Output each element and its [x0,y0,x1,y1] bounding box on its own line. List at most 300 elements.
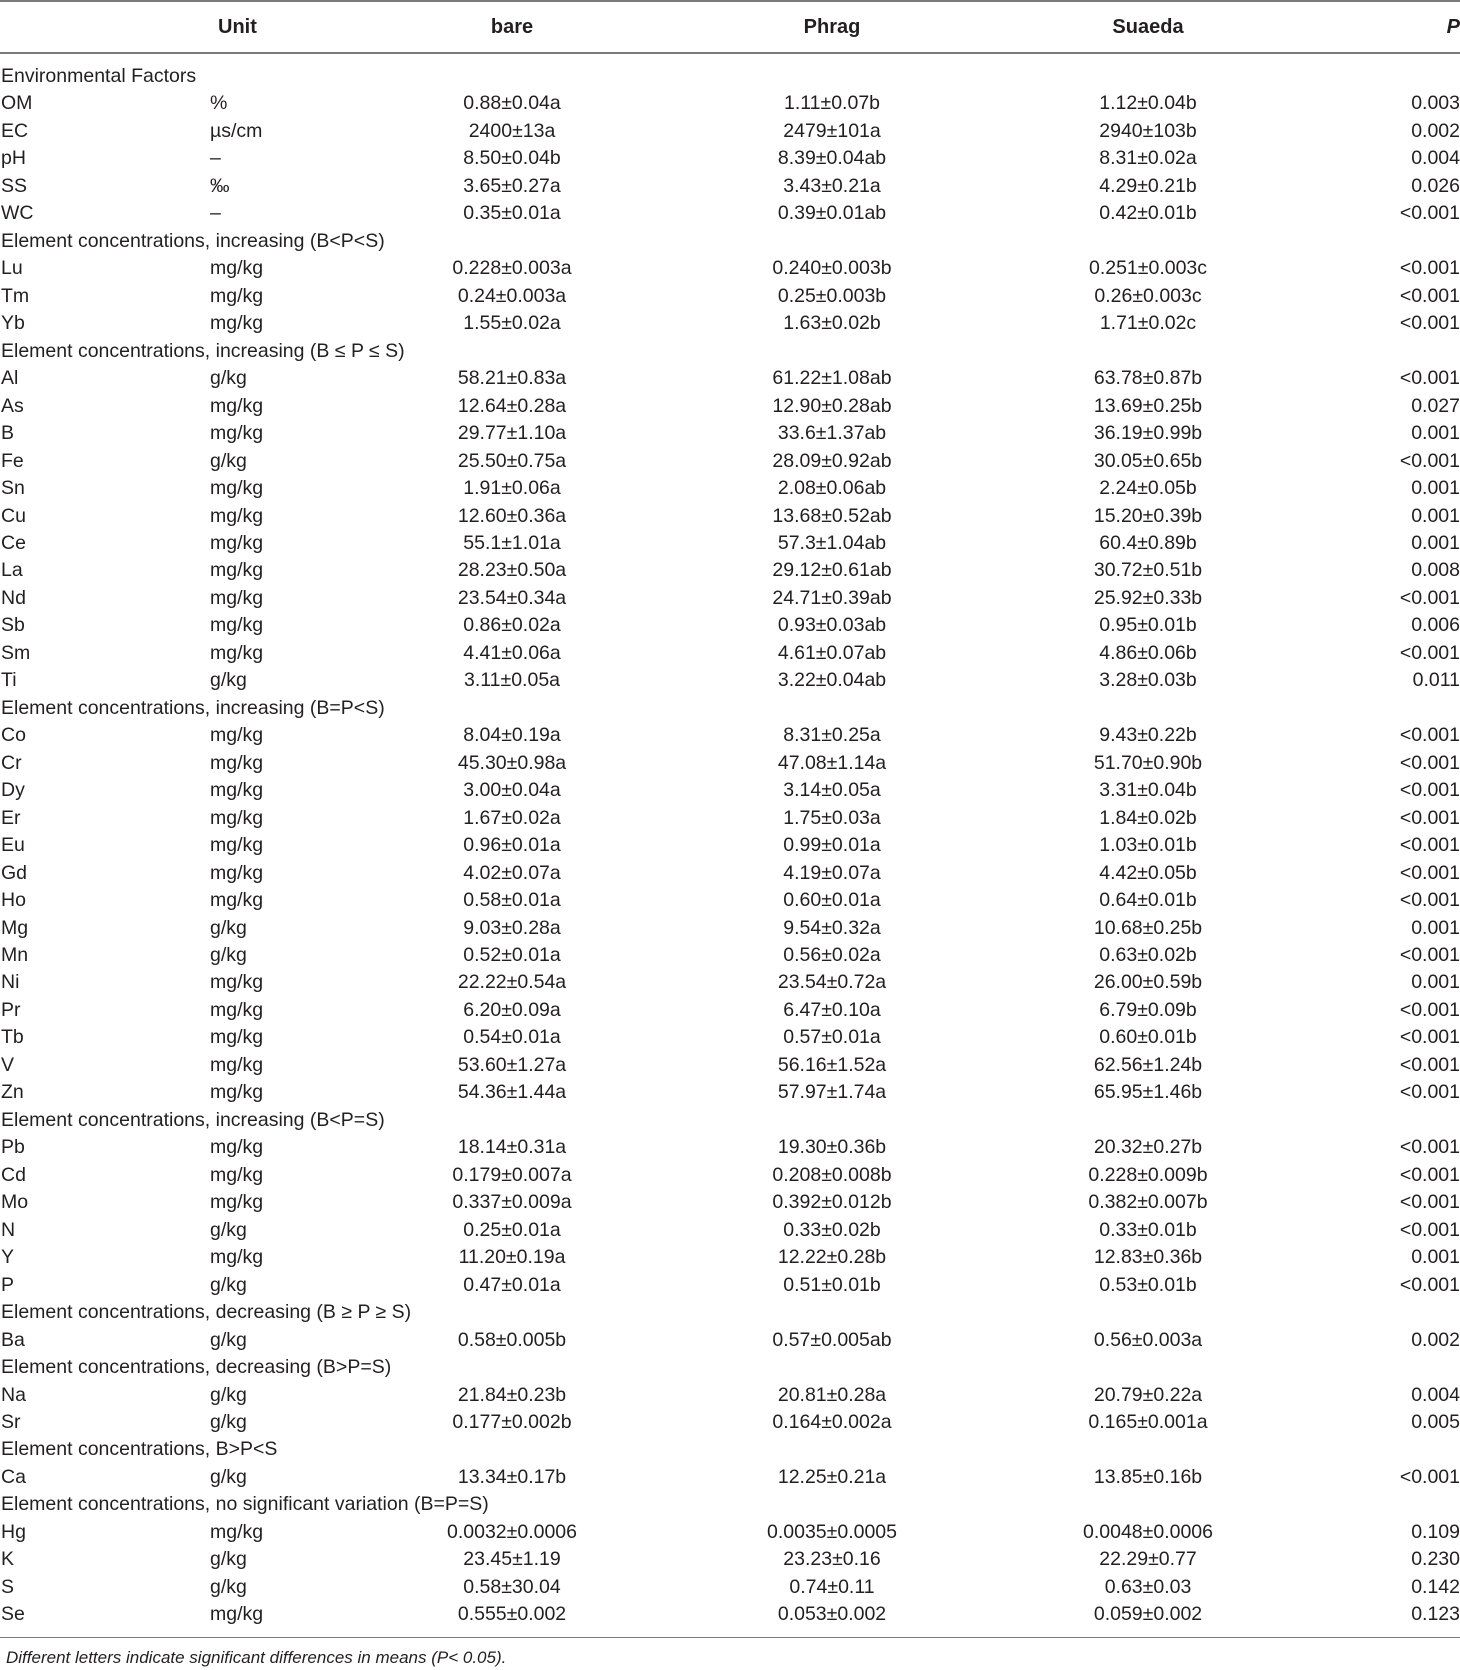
cell-unit: g/kg [210,944,247,966]
cell-bare-value: 0.177±0.002b [452,1410,572,1433]
cell-bare-value: 6.20±0.09a [463,998,561,1021]
cell-phrag-value: 23.54±0.72a [777,971,887,994]
table-row [0,915,1460,942]
cell-p: 0.001 [1411,504,1460,527]
cell-phrag-value: 1.11±0.07b [784,92,881,115]
cell-suaeda-value: 0.251±0.003c [1088,257,1208,280]
cell-unit: mg/kg [210,312,264,335]
table-row [0,750,1460,777]
cell-element: La [1,559,23,582]
cell-unit: mg/kg [210,1136,264,1159]
table-row [0,1464,1460,1491]
cell-element: Mg [1,916,29,939]
cell-element: Ni [1,971,20,994]
header-phrag-label: Phrag [803,16,861,38]
cell-bare-value: 4.02±0.07a [463,861,561,884]
cell-bare-value: 58.21±0.83a [457,367,567,390]
cell-phrag-value: 0.39±0.01ab [777,202,887,225]
table-row [0,1189,1460,1216]
cell-p: <0.001 [1399,944,1460,966]
table-row [0,969,1460,996]
table-row [0,255,1460,282]
section-label: Element concentrations, no significant variation (B=P=S) [1,1493,489,1516]
cell-phrag-value: 0.51±0.01b [783,1273,881,1296]
cell-phrag-value: 3.22±0.04ab [777,669,887,692]
section-label: Element concentrations, increasing (B ≤ P ≤ S) [1,339,405,362]
cell-p: 0.001 [1411,971,1460,994]
section-row [0,338,1460,365]
cell-p: <0.001 [1399,202,1460,225]
cell-unit: mg/kg [210,971,264,994]
cell-phrag-value: 3.14±0.05a [783,779,881,802]
cell-phrag-value: 61.22±1.08ab [772,367,892,390]
section-row [0,1107,1460,1134]
cell-p: 0.001 [1411,916,1460,939]
header-bare-label: bare [490,16,534,38]
cell-suaeda-value: 51.70±0.90b [1093,751,1203,774]
cell-unit: mg/kg [210,1163,264,1186]
table-row [0,1024,1460,1051]
section-row [0,1491,1460,1518]
cell-p: 0.001 [1411,1246,1460,1269]
cell-unit: mg/kg [210,614,264,637]
table-bottom-rule [0,1637,1460,1638]
cell-element: Co [1,724,26,747]
cell-bare-value: 12.64±0.28a [457,394,567,417]
cell-p: <0.001 [1399,806,1460,829]
section-row [0,695,1460,722]
cell-phrag-value: 19.30±0.36b [777,1136,887,1159]
cell-suaeda-value: 13.85±0.16b [1093,1465,1203,1488]
section-row [0,1436,1460,1463]
cell-phrag-value: 24.71±0.39ab [772,586,892,609]
table-row [0,805,1460,832]
cell-p: <0.001 [1399,889,1460,912]
cell-bare-value: 29.77±1.10a [457,422,567,445]
table-row [0,1272,1460,1299]
cell-unit: mg/kg [210,586,264,609]
cell-unit: µs/cm [210,119,263,142]
cell-element: Na [1,1383,26,1406]
cell-phrag-value: 33.6±1.37ab [777,422,887,445]
cell-p: <0.001 [1399,1191,1460,1214]
cell-bare-value: 0.58±0.01a [463,889,561,912]
cell-unit: mg/kg [210,641,264,664]
table-row [0,557,1460,584]
cell-bare-value: 1.67±0.02a [463,806,561,829]
cell-bare-value: 0.337±0.009a [452,1191,572,1214]
cell-element: N [1,1218,16,1241]
cell-element: Lu [1,257,23,280]
cell-element: S [1,1575,15,1598]
cell-bare-value: 0.35±0.01a [463,202,561,225]
cell-suaeda-value: 0.165±0.001a [1088,1410,1208,1433]
cell-suaeda-value: 0.42±0.01b [1099,202,1197,225]
cell-element: Eu [1,834,25,857]
cell-element: K [1,1548,15,1571]
cell-suaeda-value: 20.79±0.22a [1093,1383,1203,1406]
header-unit: Unit [218,16,257,38]
table-row [0,832,1460,859]
cell-suaeda-value: 30.72±0.51b [1093,559,1203,582]
cell-p: <0.001 [1399,284,1460,307]
cell-phrag-value: 28.09±0.92ab [772,449,892,472]
cell-unit: mg/kg [210,284,264,307]
table-row [0,1162,1460,1189]
cell-p: 0.230 [1411,1548,1460,1571]
cell-element: Tb [1,1026,24,1049]
table-header-row [0,0,1460,52]
cell-p: <0.001 [1399,449,1460,472]
cell-element: Ca [1,1465,26,1488]
cell-bare-value: 3.11±0.05a [464,669,561,692]
cell-element: Nd [1,586,26,609]
cell-phrag-value: 56.16±1.52a [777,1053,887,1076]
cell-unit: mg/kg [210,1191,264,1214]
cell-phrag-value: 0.164±0.002a [772,1410,892,1433]
cell-phrag-value: 0.60±0.01a [783,889,881,912]
section-label: Element concentrations, increasing (B<P<S) [1,229,385,252]
cell-p: 0.003 [1411,92,1460,115]
cell-p: 0.011 [1412,669,1460,692]
cell-suaeda-value: 0.63±0.02b [1099,944,1197,966]
cell-unit: mg/kg [210,889,264,912]
cell-phrag-value: 0.57±0.01a [783,1026,881,1049]
table-row [0,145,1460,172]
cell-suaeda-value: 0.059±0.002 [1093,1603,1203,1626]
cell-unit: g/kg [210,1218,247,1241]
cell-unit: mg/kg [210,504,264,527]
cell-phrag-value: 8.39±0.04ab [777,147,887,170]
cell-bare-value: 3.00±0.04a [463,779,561,802]
table-row [0,1052,1460,1079]
table-row [0,475,1460,502]
cell-p: 0.002 [1411,119,1460,142]
cell-p: 0.109 [1411,1520,1460,1543]
cell-element: Hg [1,1520,26,1543]
cell-element: Mn [1,944,29,966]
cell-suaeda-value: 26.00±0.59b [1093,971,1203,994]
cell-bare-value: 0.0032±0.0006 [447,1520,577,1543]
cell-bare-value: 9.03±0.28a [463,916,561,939]
cell-suaeda-value: 63.78±0.87b [1093,367,1203,390]
section-label: Environmental Factors [1,65,197,87]
cell-element: Y [1,1246,15,1269]
table-footnote: Different letters indicate significant differences in means (P< 0.05). [6,1648,507,1667]
table-row [0,1079,1460,1106]
cell-bare-value: 11.20±0.19a [458,1246,566,1269]
cell-element: As [1,394,24,417]
cell-bare-value: 0.96±0.01a [463,834,561,857]
cell-p: <0.001 [1399,861,1460,884]
cell-phrag-value: 3.43±0.21a [783,174,881,197]
cell-p: <0.001 [1399,1218,1460,1241]
cell-element: P [1,1273,15,1296]
table-row [0,777,1460,804]
cell-suaeda-value: 4.42±0.05b [1099,861,1197,884]
table-row [0,283,1460,310]
cell-element: Ti [1,669,17,692]
table-row [0,667,1460,694]
cell-suaeda-value: 13.69±0.25b [1093,394,1203,417]
cell-phrag-value: 0.33±0.02b [783,1218,881,1241]
cell-element: Sb [1,614,25,637]
table-row [0,1546,1460,1573]
cell-suaeda-value: 30.05±0.65b [1093,449,1203,472]
cell-bare-value: 0.54±0.01a [463,1026,561,1049]
cell-phrag-value: 12.22±0.28b [777,1246,887,1269]
table-row [0,365,1460,392]
table-row [0,393,1460,420]
cell-bare-value: 22.22±0.54a [457,971,567,994]
cell-bare-value: 55.1±1.01a [463,531,561,554]
cell-suaeda-value: 0.228±0.009b [1088,1163,1208,1186]
cell-suaeda-value: 15.20±0.39b [1093,504,1203,527]
cell-bare-value: 0.555±0.002 [457,1603,567,1626]
cell-element: WC [1,202,34,225]
cell-unit: mg/kg [210,559,264,582]
table-row [0,1519,1460,1546]
cell-unit: mg/kg [210,1246,264,1269]
cell-suaeda-value: 25.92±0.33b [1093,586,1203,609]
cell-element: OM [1,92,33,115]
cell-bare-value: 12.60±0.36a [457,504,567,527]
cell-suaeda-value: 0.33±0.01b [1099,1218,1197,1241]
section-label: Element concentrations, increasing (B<P=S) [1,1108,385,1131]
table-row [0,503,1460,530]
cell-p: <0.001 [1399,312,1460,335]
cell-p: 0.002 [1411,1328,1460,1351]
cell-bare-value: 13.34±0.17b [457,1465,567,1488]
cell-element: Fe [1,449,24,472]
cell-unit: mg/kg [210,422,264,445]
cell-p: 0.142 [1411,1575,1460,1598]
section-label: Element concentrations, decreasing (B>P=S) [1,1356,392,1379]
cell-bare-value: 0.24±0.003a [457,284,567,307]
cell-phrag-value: 2.08±0.06ab [777,477,887,500]
cell-phrag-value: 12.25±0.21a [777,1465,887,1488]
cell-unit: mg/kg [210,1081,264,1104]
cell-p: 0.001 [1411,531,1460,554]
cell-element: SS [1,174,28,197]
cell-phrag-value: 0.208±0.008b [772,1163,892,1186]
cell-bare-value: 0.86±0.02a [463,614,561,637]
cell-bare-value: 54.36±1.44a [457,1081,567,1104]
cell-unit: mg/kg [210,394,264,417]
cell-bare-value: 53.60±1.27a [457,1053,567,1076]
cell-p: <0.001 [1399,1026,1460,1049]
cell-unit: mg/kg [210,751,264,774]
cell-phrag-value: 12.90±0.28ab [772,394,892,417]
cell-unit: g/kg [210,1410,247,1433]
cell-p: 0.026 [1411,174,1460,197]
cell-phrag-value: 47.08±1.14a [777,751,887,774]
cell-suaeda-value: 0.95±0.01b [1099,614,1197,637]
table-row [0,173,1460,200]
cell-phrag-value: 0.053±0.002 [777,1603,887,1626]
cell-element: Ba [1,1328,25,1351]
cell-bare-value: 0.47±0.01a [463,1273,561,1296]
cell-bare-value: 0.58±30.04 [463,1575,561,1598]
cell-suaeda-value: 10.68±0.25b [1093,916,1203,939]
cell-unit: % [210,92,228,115]
section-row [0,1354,1460,1381]
cell-phrag-value: 9.54±0.32a [783,916,881,939]
cell-phrag-value: 23.23±0.16 [783,1548,881,1571]
cell-bare-value: 0.228±0.003a [452,257,572,280]
cell-unit: ‰ [210,174,230,197]
cell-unit: g/kg [210,1273,247,1296]
cell-p: <0.001 [1399,1273,1460,1296]
cell-suaeda-value: 65.95±1.46b [1093,1081,1203,1104]
table-row [0,118,1460,145]
cell-element: Al [1,367,19,390]
cell-phrag-value: 0.93±0.03ab [777,614,887,637]
cell-suaeda-value: 4.29±0.21b [1099,174,1197,197]
cell-p: 0.005 [1411,1410,1460,1433]
cell-unit: – [210,147,221,170]
cell-unit: mg/kg [210,531,264,554]
cell-bare-value: 18.14±0.31a [457,1136,567,1159]
header-suaeda-label: Suaeda [1112,16,1184,38]
cell-suaeda-value: 1.71±0.02c [1099,312,1197,335]
cell-phrag-value: 57.97±1.74a [777,1081,887,1104]
table-row [0,420,1460,447]
cell-bare-value: 4.41±0.06a [463,641,561,664]
cell-element: Zn [1,1081,24,1104]
cell-suaeda-value: 1.84±0.02b [1099,806,1197,829]
cell-p: <0.001 [1399,1163,1460,1186]
cell-bare-value: 25.50±0.75a [457,449,567,472]
cell-phrag-value: 2479±101a [783,119,881,142]
cell-unit: mg/kg [210,1026,264,1049]
cell-unit: mg/kg [210,1053,264,1076]
cell-suaeda-value: 12.83±0.36b [1093,1246,1203,1269]
cell-element: Mo [1,1191,29,1214]
cell-p: <0.001 [1399,751,1460,774]
cell-phrag-value: 13.68±0.52ab [772,504,892,527]
cell-suaeda-value: 22.29±0.77 [1099,1548,1197,1571]
cell-element: EC [1,119,29,142]
section-label: Element concentrations, increasing (B=P<S) [1,696,385,719]
cell-phrag-value: 0.74±0.11 [789,1575,875,1598]
cell-p: <0.001 [1399,367,1460,390]
table-header-rule [0,52,1460,54]
cell-suaeda-value: 0.382±0.007b [1088,1191,1208,1214]
table-row [0,310,1460,337]
cell-bare-value: 28.23±0.50a [457,559,567,582]
cell-bare-value: 0.58±0.005b [457,1328,567,1351]
cell-unit: g/kg [210,1383,247,1406]
cell-unit: mg/kg [210,477,264,500]
cell-suaeda-value: 20.32±0.27b [1093,1136,1203,1159]
cell-p: 0.004 [1411,1383,1460,1406]
table-row [0,530,1460,557]
table-row [0,722,1460,749]
table-row [0,887,1460,914]
cell-suaeda-value: 0.26±0.003c [1094,284,1202,307]
table-row [0,860,1460,887]
cell-bare-value: 21.84±0.23b [457,1383,567,1406]
table-row [0,448,1460,475]
cell-phrag-value: 29.12±0.61ab [772,559,892,582]
cell-p: <0.001 [1399,724,1460,747]
table-row [0,1382,1460,1409]
cell-unit: g/kg [210,1548,247,1571]
cell-p: <0.001 [1399,834,1460,857]
cell-phrag-value: 0.99±0.01a [783,834,881,857]
cell-unit: mg/kg [210,861,264,884]
section-label: Element concentrations, decreasing (B ≥ P ≥ S) [1,1301,412,1324]
cell-bare-value: 2400±13a [468,119,556,142]
cell-p: 0.001 [1411,422,1460,445]
cell-element: Se [1,1603,25,1626]
cell-unit: g/kg [210,367,247,390]
table-row [0,1134,1460,1161]
table-body [0,63,1460,1629]
cell-phrag-value: 1.75±0.03a [783,806,881,829]
cell-element: Er [1,806,21,829]
cell-suaeda-value: 60.4±0.89b [1099,531,1197,554]
cell-element: Gd [1,861,28,884]
cell-bare-value: 0.179±0.007a [452,1163,572,1186]
cell-phrag-value: 0.0035±0.0005 [767,1520,897,1543]
cell-p: <0.001 [1399,1081,1460,1104]
cell-phrag-value: 1.63±0.02b [783,312,881,335]
cell-suaeda-value: 6.79±0.09b [1099,998,1197,1021]
cell-suaeda-value: 4.86±0.06b [1099,641,1197,664]
cell-element: Sn [1,477,25,500]
cell-phrag-value: 4.19±0.07a [783,861,881,884]
cell-element: Yb [1,312,25,335]
cell-suaeda-value: 2.24±0.05b [1099,477,1197,500]
cell-unit: g/kg [210,916,247,939]
cell-suaeda-value: 3.28±0.03b [1099,669,1197,692]
cell-bare-value: 1.91±0.06a [463,477,561,500]
cell-phrag-value: 0.57±0.005ab [772,1328,892,1351]
table-row [0,1244,1460,1271]
cell-element: Ho [1,889,26,912]
cell-unit: mg/kg [210,834,264,857]
cell-p: <0.001 [1399,1053,1460,1076]
cell-phrag-value: 57.3±1.04ab [777,531,887,554]
table-row [0,90,1460,117]
table-row [0,997,1460,1024]
cell-p: <0.001 [1399,641,1460,664]
cell-suaeda-value: 0.53±0.01b [1099,1273,1197,1296]
header-p: P [1446,16,1460,38]
cell-element: Cd [1,1163,26,1186]
cell-phrag-value: 0.56±0.02a [783,944,881,966]
table-row [0,1217,1460,1244]
cell-unit: g/kg [210,1465,247,1488]
cell-unit: mg/kg [210,1520,264,1543]
cell-element: Tm [1,284,30,307]
cell-p: <0.001 [1399,779,1460,802]
cell-unit: g/kg [210,669,247,692]
cell-bare-value: 3.65±0.27a [463,174,561,197]
table-row [0,942,1460,969]
cell-suaeda-value: 0.0048±0.0006 [1083,1520,1213,1543]
table-row [0,1409,1460,1436]
cell-unit: mg/kg [210,724,264,747]
cell-p: 0.027 [1411,394,1460,417]
cell-suaeda-value: 0.64±0.01b [1099,889,1197,912]
cell-suaeda-value: 0.56±0.003a [1093,1328,1203,1351]
cell-unit: mg/kg [210,998,264,1021]
cell-p: <0.001 [1399,1136,1460,1159]
cell-unit: mg/kg [210,806,264,829]
